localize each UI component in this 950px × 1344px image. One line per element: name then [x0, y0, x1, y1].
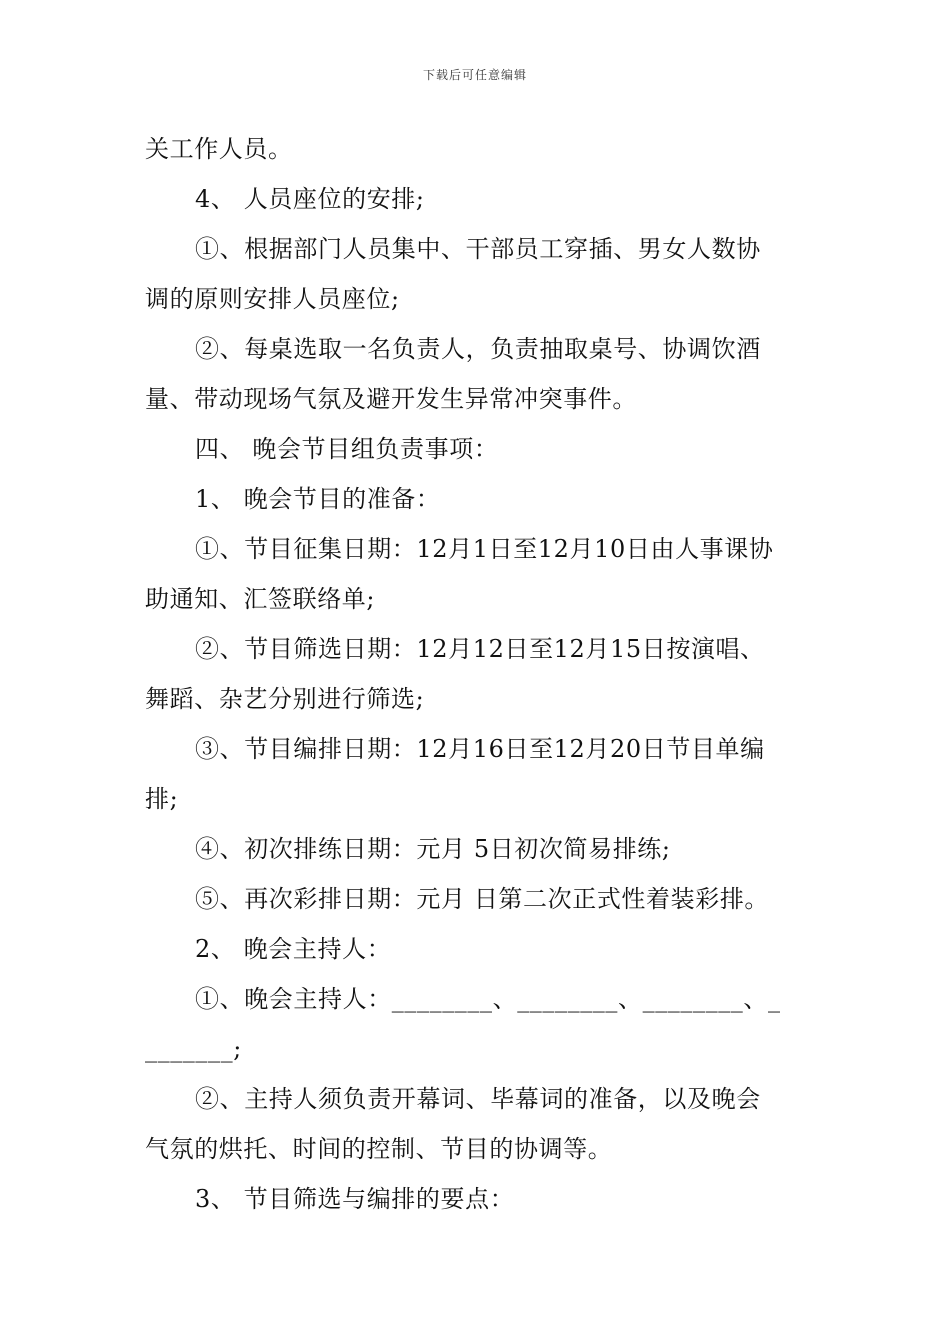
text-line: 量、带动现场气氛及避开发生异常冲突事件。: [145, 385, 637, 413]
text-line: ①、节目征集日期：12月1日至12月10日由人事课协: [195, 535, 774, 563]
text-line: ②、主持人须负责开幕词、毕幕词的准备，以及晚会: [195, 1085, 761, 1113]
text-line: 1、 晚会节目的准备：: [195, 485, 441, 513]
text-line: 舞蹈、杂艺分别进行筛选;: [145, 685, 425, 713]
text-line: 2、 晚会主持人：: [195, 935, 392, 963]
text-line: 助通知、汇签联络单;: [145, 585, 376, 613]
text-line: 3、 节目筛选与编排的要点：: [195, 1185, 515, 1213]
text-line: ①、晚会主持人：________、________、________、_: [195, 985, 781, 1013]
page-header: 下载后可任意编辑: [422, 68, 527, 82]
text-line: ④、初次排练日期：元月 5日初次简易排练;: [195, 835, 671, 863]
text-line: 关工作人员。: [145, 135, 293, 163]
text-line: 气氛的烘托、时间的控制、节目的协调等。: [145, 1135, 613, 1163]
text-line: 排;: [145, 785, 179, 813]
document-body: [145, 124, 810, 1224]
text-line: 调的原则安排人员座位;: [145, 285, 400, 313]
text-line: ②、每桌选取一名负责人，负责抽取桌号、协调饮酒: [195, 335, 761, 363]
text-line: _______;: [145, 1035, 242, 1063]
text-line: ⑤、再次彩排日期：元月 日第二次正式性着装彩排。: [195, 885, 770, 913]
text-line: 4、 人员座位的安排;: [195, 185, 425, 213]
text-line: 四、 晚会节目组负责事项：: [195, 435, 499, 463]
text-line: ③、节目编排日期：12月16日至12月20日节目单编: [195, 735, 765, 763]
text-line: ②、节目筛选日期：12月12日至12月15日按演唱、: [195, 635, 765, 663]
text-line: ①、根据部门人员集中、干部员工穿插、男女人数协: [195, 235, 761, 263]
